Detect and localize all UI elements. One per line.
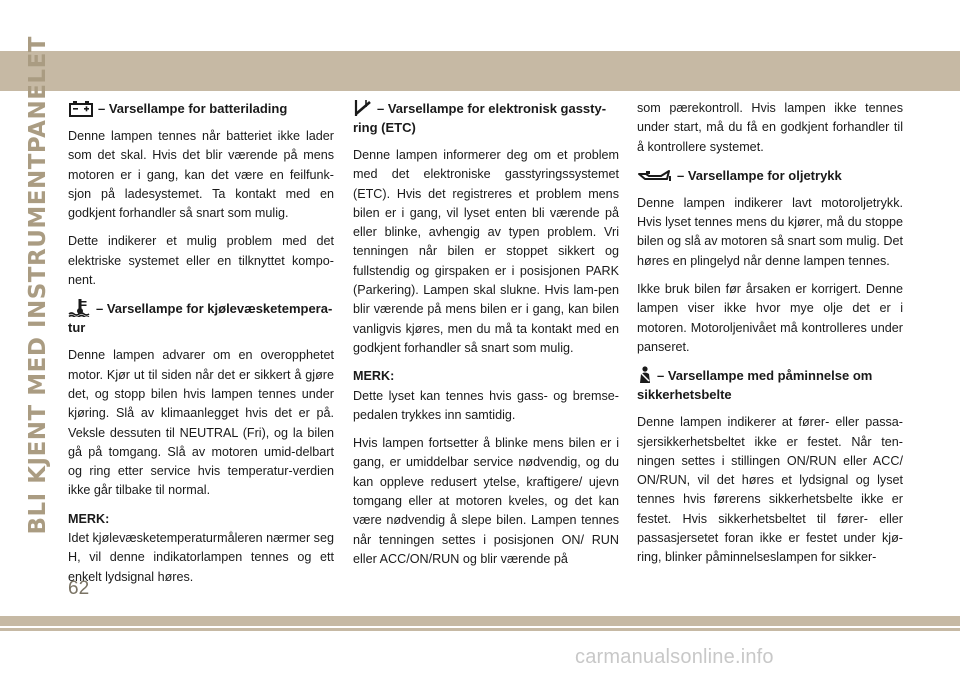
bottom-band — [0, 616, 960, 626]
column-3 — [637, 99, 903, 577]
bottom-line — [0, 628, 960, 631]
etc-heading: – Varsellampe for elektronisk gassty-ring (ETC) — [353, 101, 607, 135]
battery-icon — [68, 101, 94, 117]
etc-note-text: Dette lyset kan tennes hvis gass- og bremse-pedalen trykkes inn samtidig. — [353, 388, 619, 422]
seatbelt-reminder-icon — [637, 366, 653, 384]
top-band — [0, 51, 960, 91]
column-2 — [353, 99, 619, 578]
coolant-note — [68, 510, 334, 587]
oil-heading: – Varsellampe for oljetrykk — [637, 166, 903, 185]
etc-note-label: MERK: — [353, 369, 395, 384]
oil-paragraph-2: Ikke bruk bilen før årsaken er korrigert. Denne lampen viser ikke hvor mye olje det er i motoren. Motoroljenivået må kontrolleres under panseret. — [637, 282, 903, 354]
etc-continuation: som pærekontroll. Hvis lampen ikke tennes under start, må du få en godkjent forhandler til å kontrollere systemet. — [637, 101, 903, 154]
coolant-note-text: Idet kjølevæsketemperaturmåleren nærmer seg H, vil denne indikatorlampen tennes og ett enkelt lydsignal høres. — [68, 531, 334, 584]
etc-note — [353, 367, 619, 425]
page-number: 62 — [68, 578, 90, 599]
watermark-text: carmanualsonline.info — [575, 646, 774, 668]
oil-pressure-icon — [637, 168, 673, 184]
etc-paragraph-1: Denne lampen informerer deg om et problem med det elektroniske gasstyringssystemet (ETC). Hvis det registreres et problem mens bilen er i gang, vil lyset enten bli værende på eller blinke, avhengig av typen problem. Vri tenningen når bilen er stoppet sikkert og fullstendig og girspaken er i posisjonen PARK (Parkering). Lampen skal slukne. Hvis lam-pen blir værende på mens bilen er i gang, kan bilen vanligvis kjøres, men du må ta kontakt med en godkjent forhandler så snart som mulig. — [353, 148, 619, 355]
etc-paragraph-2: Hvis lampen fortsetter å blinke mens bilen er i gang, er umiddelbar service nødvendig, og du kan oppleve redusert ytelse, kraftigere/ ujevn tomgang eller at motoren kveles, og det kan være nødvendig å slepe bilen. Lampen tennes når tenningen settes i posisjonen ON/ RUN eller ACC/ON/RUN og blir værende på — [353, 436, 619, 566]
seatbelt-paragraph-1: Denne lampen indikerer at fører- eller passa-sjersikkerhetsbeltet ikke er festet. Når ten-ningen settes i stillingen ON/RUN eller ACC/ ON/RUN, vil det høres et lydsignal og lyset tennes hvis førerens sikkerhetsbelte ikke er festet. Hvis sikkerhetsbeltet til fører- eller passasjersetet foran ikke er festet under kjø-ring, blinker påminnelseslampen for sikker- — [637, 415, 903, 565]
electronic-throttle-icon — [353, 99, 373, 117]
coolant-note-label: MERK: — [68, 511, 110, 526]
battery-heading: – Varsellampe for batterilading — [68, 99, 334, 118]
battery-paragraph-1: Denne lampen tennes når batteriet ikke lader som det skal. Hvis det blir værende på mens motoren er i gang, kan det være en feilfunk-sjon på ladesystemet. Ta kontakt med en godkjent forhandler så snart som mulig. — [68, 129, 334, 221]
side-section-title-text: BLI KJENT MED INSTRUMENTPANELET — [25, 35, 51, 535]
oil-paragraph-1: Denne lampen indikerer lavt motoroljetrykk. Hvis lyset tennes mens du kjører, må du stoppe bilen og slå av motoren så snart som mulig. Det høres en plingelyd når denne lampen tennes. — [637, 195, 903, 268]
battery-paragraph-2: Dette indikerer et mulig problem med det elektriske systemet eller en tilknyttet kompo-nent. — [68, 234, 334, 288]
coolant-paragraph-1: Denne lampen advarer om en overopphetet motor. Kjør ut til siden når det er sikkert å gjøre det, og stopp bilen hvis lampen tennes under kjøring. Slå av klimaanlegget hvis det er på. Veksle dessuten til NEUTRAL (Fri), og la bilen gå på tomgang. Slå av motoren umid-delbart og ring etter service hvis temperatur-verdien ikke går tilbake til normal. — [68, 348, 334, 498]
seatbelt-heading: – Varsellampe med påminnelse om sikkerhetsbelte — [637, 368, 873, 403]
coolant-temperature-icon — [68, 299, 92, 317]
side-section-title — [18, 35, 58, 535]
coolant-heading: – Varsellampe for kjølevæsketempera-tur — [68, 301, 333, 336]
column-1 — [68, 99, 334, 596]
